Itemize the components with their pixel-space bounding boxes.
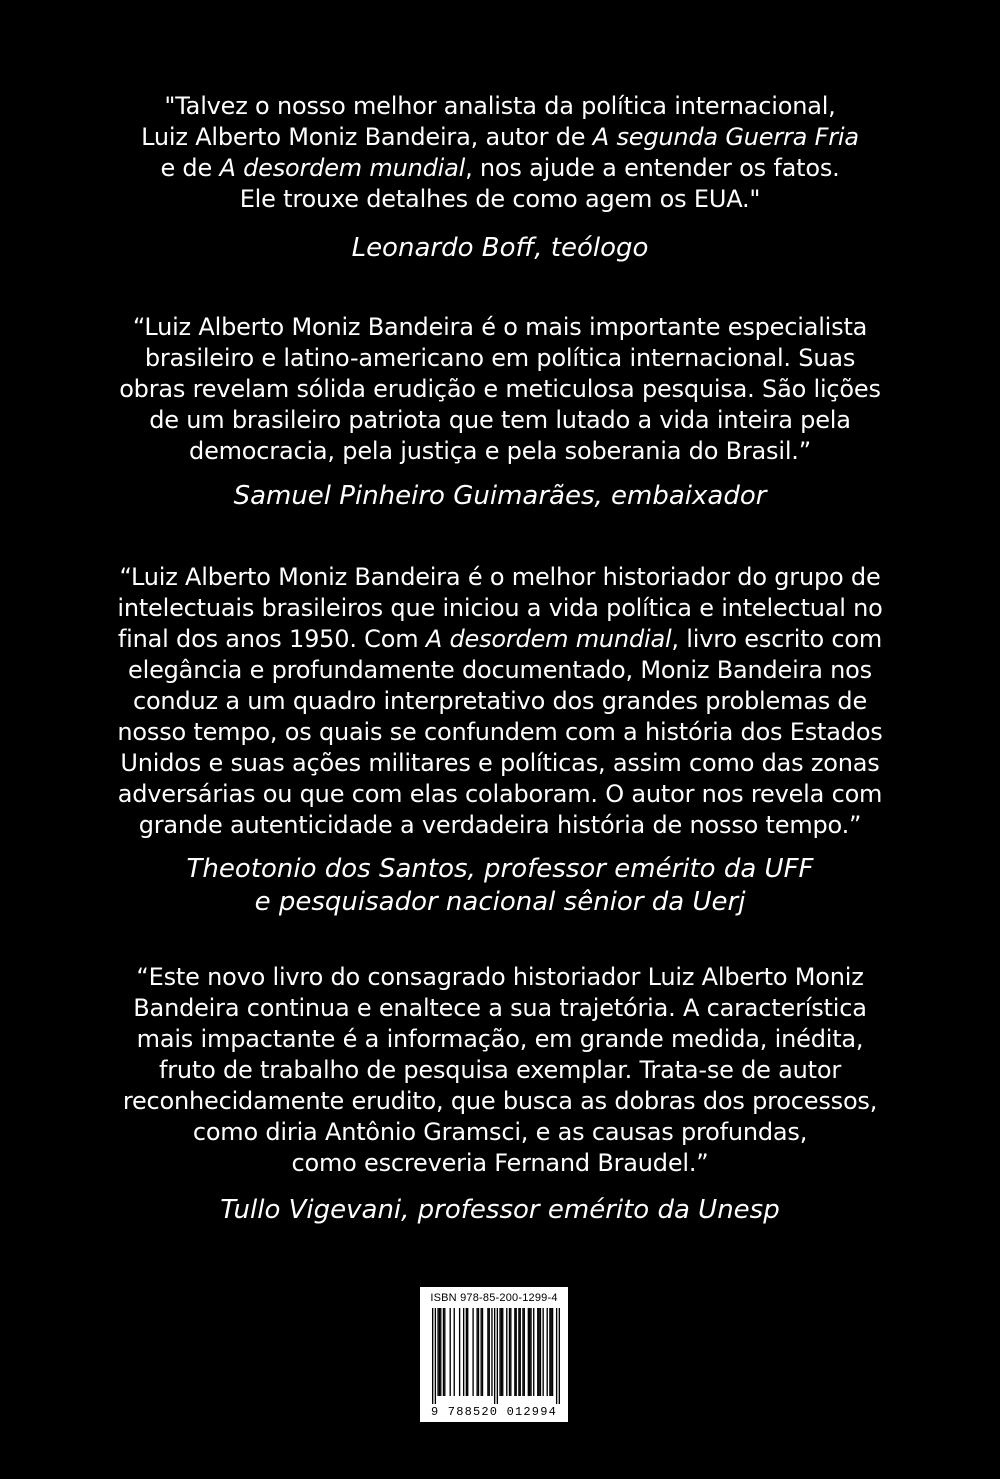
barcode-bar bbox=[530, 1308, 531, 1396]
barcode-bar bbox=[481, 1308, 482, 1396]
barcode-bar bbox=[518, 1308, 519, 1396]
quote-text: “Luiz Alberto Moniz Bandeira é o mais importante especialista bbox=[132, 313, 868, 341]
barcode-bar bbox=[491, 1308, 492, 1396]
barcode-bar bbox=[463, 1308, 464, 1396]
quote-line bbox=[0, 374, 1000, 405]
barcode-bar bbox=[551, 1308, 552, 1396]
barcode-bar bbox=[472, 1308, 473, 1396]
quote-line bbox=[0, 779, 1000, 810]
quote-line bbox=[0, 184, 1000, 215]
author-1 bbox=[0, 232, 1000, 265]
quote-line bbox=[0, 343, 1000, 374]
quote-text: reconhecidamente erudito, que busca as dobras dos processos, bbox=[122, 1087, 878, 1115]
quote-text: nosso tempo, os quais se confundem com a história dos Estados bbox=[117, 718, 883, 746]
barcode-bar bbox=[440, 1308, 441, 1396]
quote-line bbox=[0, 686, 1000, 717]
barcode-bar bbox=[529, 1308, 530, 1396]
barcode-bars bbox=[432, 1308, 560, 1404]
barcode-bar bbox=[537, 1308, 538, 1396]
barcode-bar bbox=[524, 1308, 525, 1396]
barcode-bar bbox=[443, 1308, 444, 1396]
author-line: Leonardo Boff, teólogo bbox=[351, 233, 649, 263]
quote-text: “Luiz Alberto Moniz Bandeira é o melhor historiador do grupo de bbox=[119, 563, 881, 591]
quote-line bbox=[0, 1055, 1000, 1086]
quote-line bbox=[0, 1117, 1000, 1148]
quote-line bbox=[0, 153, 1000, 184]
barcode-bar bbox=[466, 1308, 467, 1396]
barcode-bar bbox=[520, 1308, 521, 1396]
quote-text: Bandeira continua e enaltece a sua trajetória. A característica bbox=[133, 994, 867, 1022]
barcode-digits: 9 788520 012994 bbox=[430, 1405, 558, 1419]
author-line: e pesquisador nacional sênior da Uerj bbox=[254, 887, 746, 917]
quote-line bbox=[0, 312, 1000, 343]
isbn-label: ISBN 978-85-200-1299-4 bbox=[430, 1292, 558, 1304]
quote-1 bbox=[0, 91, 1000, 215]
barcode-bar bbox=[514, 1308, 515, 1396]
quote-line bbox=[0, 717, 1000, 748]
quote-line bbox=[0, 562, 1000, 593]
quote-text: elegância e profundamente documentado, Moniz Bandeira nos bbox=[128, 656, 872, 684]
barcode-bar bbox=[494, 1308, 495, 1404]
quote-text: obras revelam sólida erudição e meticulosa pesquisa. São lições bbox=[119, 375, 881, 403]
barcode bbox=[420, 1287, 568, 1422]
quote-line bbox=[0, 436, 1000, 467]
barcode-bar bbox=[552, 1308, 553, 1396]
barcode-bar bbox=[482, 1308, 483, 1396]
barcode-bar bbox=[437, 1308, 438, 1396]
quote-text: democracia, pela justiça e pela soberania do Brasil.” bbox=[189, 437, 811, 465]
quote-text: adversárias ou que com elas colaboram. O autor nos revela com bbox=[117, 780, 883, 808]
barcode-bar bbox=[542, 1308, 543, 1396]
barcode-bar bbox=[540, 1308, 541, 1396]
quote-text: , nos ajude a entender os fatos. bbox=[465, 154, 840, 182]
barcode-bar bbox=[467, 1308, 468, 1396]
author-line: Samuel Pinheiro Guimarães, embaixador bbox=[233, 481, 767, 511]
quote-line bbox=[0, 624, 1000, 655]
quote-text: de um brasileiro patriota que tem lutado a vida inteira pela bbox=[149, 406, 851, 434]
quote-text: grande autenticidade a verdadeira história de nosso tempo.” bbox=[138, 811, 862, 839]
barcode-bar bbox=[499, 1308, 500, 1396]
quote-text: , livro escrito com bbox=[671, 625, 883, 653]
quote-line bbox=[0, 962, 1000, 993]
author-line: Theotonio dos Santos, professor emérito da UFF bbox=[186, 854, 814, 884]
quote-text: fruto de trabalho de pesquisa exemplar. Trata-se de autor bbox=[158, 1056, 842, 1084]
quote-line bbox=[0, 405, 1000, 436]
quote-text: como escreveria Fernand Braudel.” bbox=[291, 1149, 709, 1177]
barcode-bar bbox=[487, 1308, 488, 1396]
barcode-bar bbox=[444, 1308, 445, 1396]
quote-text: mais impactante é a informação, em grande medida, inédita, bbox=[136, 1025, 864, 1053]
book-title: A segunda Guerra Fria bbox=[592, 123, 859, 151]
quote-text: e de bbox=[160, 154, 220, 182]
barcode-bar bbox=[516, 1308, 517, 1396]
quote-2 bbox=[0, 312, 1000, 467]
quote-line bbox=[0, 1148, 1000, 1179]
barcode-bar bbox=[556, 1308, 557, 1404]
quote-text: Unidos e suas ações militares e políticas, assim como das zonas bbox=[120, 749, 880, 777]
barcode-bar bbox=[522, 1308, 523, 1396]
barcode-bar bbox=[497, 1308, 498, 1404]
quote-line bbox=[0, 1024, 1000, 1055]
quote-line bbox=[0, 91, 1000, 122]
barcode-bar bbox=[450, 1308, 451, 1396]
quote-text: como diria Antônio Gramsci, e as causas profundas, bbox=[192, 1118, 808, 1146]
quote-line bbox=[0, 655, 1000, 686]
barcode-bar bbox=[435, 1308, 436, 1404]
barcode-bar bbox=[502, 1308, 503, 1396]
author-line: Tullo Vigevani, professor emérito da Unesp bbox=[220, 1195, 780, 1225]
barcode-bar bbox=[510, 1308, 511, 1396]
quote-line bbox=[0, 748, 1000, 779]
quote-text: Luiz Alberto Moniz Bandeira, autor de bbox=[141, 123, 593, 151]
quote-text: “Este novo livro do consagrado historiador Luiz Alberto Moniz bbox=[136, 963, 864, 991]
barcode-bar bbox=[478, 1308, 479, 1396]
quote-text: brasileiro e latino-americano em política internacional. Suas bbox=[144, 344, 856, 372]
barcode-bar bbox=[454, 1308, 455, 1396]
quote-line bbox=[0, 122, 1000, 153]
quote-text: Ele trouxe detalhes de como agem os EUA." bbox=[239, 185, 761, 213]
quote-line bbox=[0, 993, 1000, 1024]
barcode-bar bbox=[509, 1308, 510, 1396]
barcode-bar bbox=[459, 1308, 460, 1396]
barcode-bar bbox=[538, 1308, 539, 1396]
barcode-bar bbox=[549, 1308, 550, 1396]
barcode-bar bbox=[439, 1308, 440, 1396]
book-title: A desordem mundial bbox=[219, 154, 466, 182]
barcode-bar bbox=[501, 1308, 502, 1396]
quote-text: final dos anos 1950. Com bbox=[117, 625, 426, 653]
quote-text: intelectuais brasileiros que iniciou a vida política e intelectual no bbox=[117, 594, 883, 622]
quote-3 bbox=[0, 562, 1000, 841]
quote-text: conduz a um quadro interpretativo dos grandes problemas de bbox=[132, 687, 868, 715]
quote-line bbox=[0, 1086, 1000, 1117]
barcode-bar bbox=[547, 1308, 548, 1396]
author-3 bbox=[0, 853, 1000, 919]
quote-line bbox=[0, 593, 1000, 624]
quote-line bbox=[0, 810, 1000, 841]
book-title: A desordem mundial bbox=[425, 625, 672, 653]
barcode-bar bbox=[528, 1308, 529, 1396]
quote-4 bbox=[0, 962, 1000, 1179]
author-4 bbox=[0, 1194, 1000, 1227]
author-2 bbox=[0, 480, 1000, 513]
barcode-bar bbox=[489, 1308, 490, 1396]
barcode-bar bbox=[533, 1308, 534, 1396]
barcode-bar bbox=[432, 1308, 433, 1404]
barcode-bar bbox=[506, 1308, 507, 1396]
quote-text: "Talvez o nosso melhor analista da política internacional, bbox=[164, 92, 836, 120]
barcode-bar bbox=[559, 1308, 560, 1404]
barcode-bar bbox=[476, 1308, 477, 1396]
